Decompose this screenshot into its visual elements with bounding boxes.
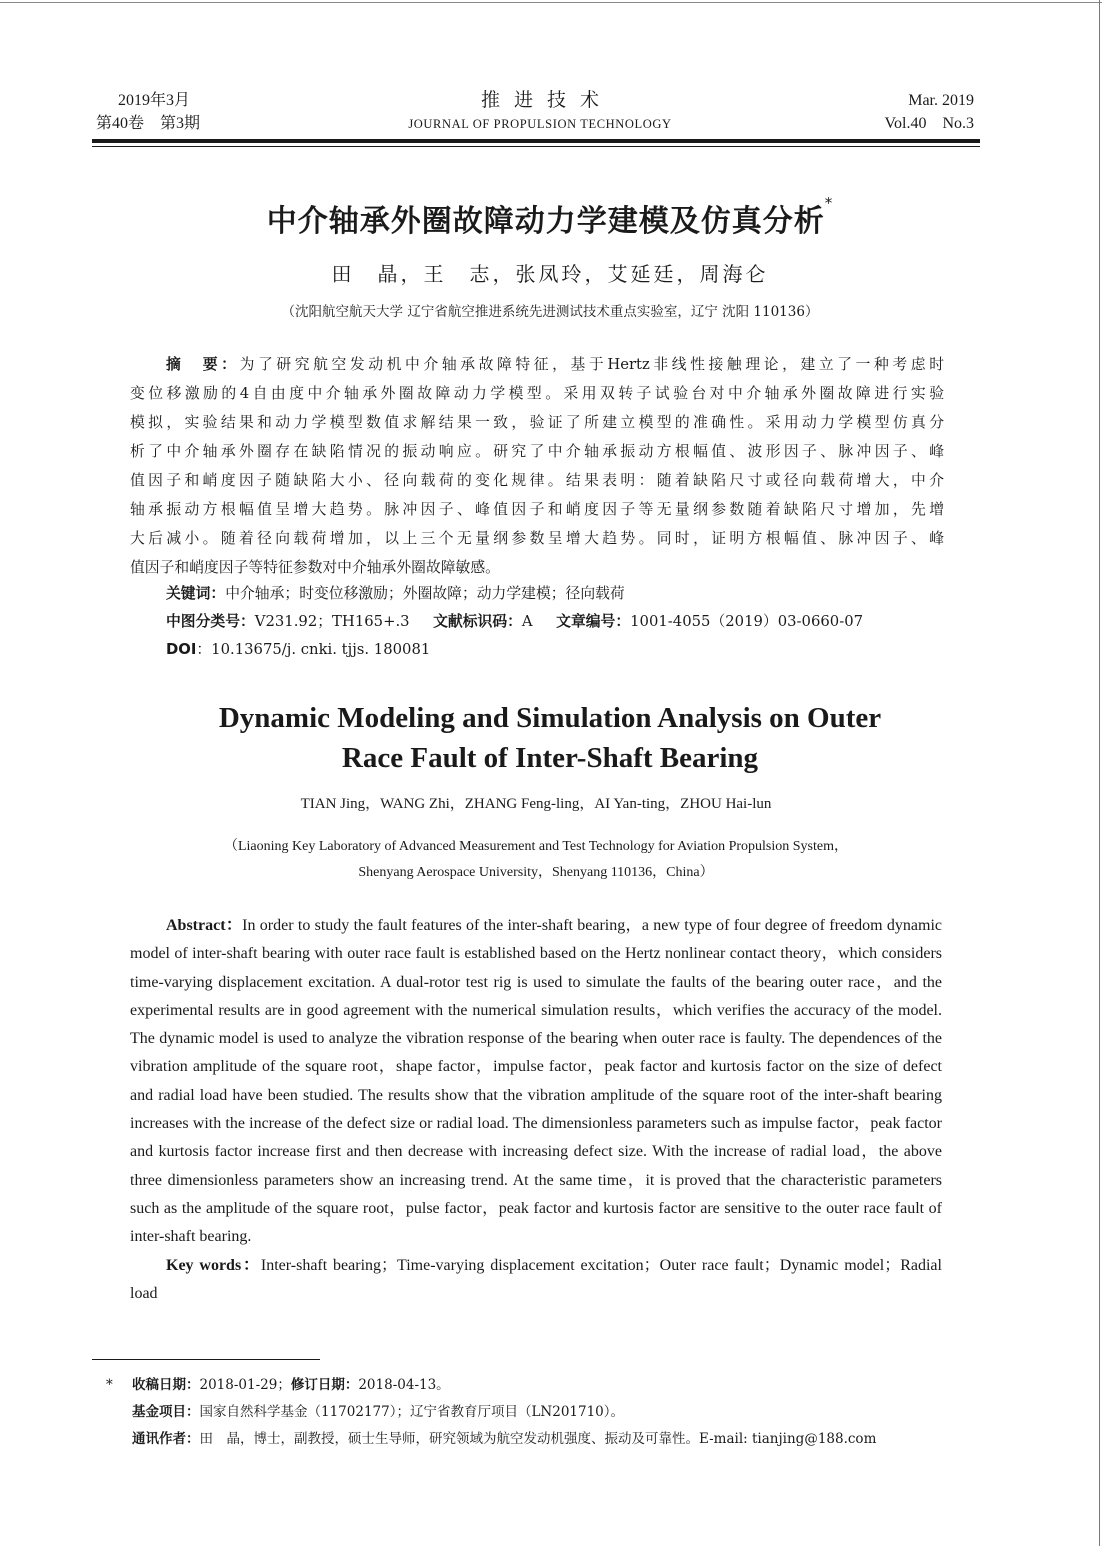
top-border bbox=[0, 2, 1102, 3]
footnote-fund bbox=[106, 1399, 986, 1426]
title-en-line: Dynamic Modeling and Simulation Analysis on Outer bbox=[218, 702, 882, 734]
keywords-en-label: Key words： bbox=[166, 1256, 261, 1274]
keywords-en-text: Inter-shaft bearing；Time-varying displacement excitation；Outer race fault；Dynamic model；Radial load bbox=[130, 1256, 942, 1302]
abstract-cn-line: 大后减小。随着径向载荷增加，以上三个无量纲参数呈增大趋势。同时，证明方根幅值、脉冲因子、峰 bbox=[130, 530, 944, 547]
authors-en: TIAN Jing，WANG Zhi，ZHANG Feng-ling，AI Yan-ting，ZHOU Hai-lun bbox=[300, 796, 772, 812]
journal-name-cn: 推进技术 bbox=[480, 90, 613, 111]
abstract-cn bbox=[130, 350, 944, 582]
title-footnote-mark: * bbox=[824, 194, 834, 212]
journal-name-en: JOURNAL OF PROPULSION TECHNOLOGY bbox=[408, 117, 672, 131]
footnote-star: * bbox=[106, 1377, 113, 1393]
abstract-en-text: In order to study the fault features of the inter-shaft bearing，a new type of four degree of freedom dynamic model of inter-shaft bearing with outer race fault is established based on the Hertz nonlinear contact theory，which considers time-varying displacement excitation. A dual-rotor test rig is used to simulate the faults of the bearing outer race，and the experimental results are in good agreement with the numerical simulation results，which verifies the accuracy of the model. The dynamic model is used to analyze the vibration response of the bearing when outer race is faulty. The dependences of the vibration amplitude of the square root，shape factor，impulse factor，peak factor and kurtosis factor on the size of defect and radial load have been studied. The results show that the vibration amplitude of the square root of the inter-shaft bearing increases with the increase of the defect size or radial load. The dimensionless parameters such as impulse factor，peak factor and kurtosis factor increase first and then decrease with increasing defect size. With the increase of radial load，the above three dimensionless parameters show an increasing trend. At the same time，it is proved that the characteristic parameters such as the amplitude of the square root，pulse factor，peak factor and kurtosis factor are sensitive to the outer race fault of inter-shaft bearing. bbox=[130, 917, 943, 1246]
footnote bbox=[106, 1372, 986, 1453]
doi-row bbox=[166, 636, 966, 664]
received-label: 收稿日期： bbox=[132, 1377, 200, 1393]
abstract-cn-line: 为了研究航空发动机中介轴承故障特征，基于Hertz非线性接触理论，建立了一种考虑时 bbox=[239, 356, 944, 373]
corresponding-author-label: 通讯作者： bbox=[132, 1431, 200, 1447]
header-rule-thick bbox=[92, 139, 980, 143]
right-border bbox=[1099, 0, 1100, 1546]
header-rule-thin bbox=[92, 146, 980, 147]
doi-value[interactable]: ：10.13675/j. cnki. tjjs. 180081 bbox=[196, 641, 431, 658]
volume-issue-en: Vol.40 No.3 bbox=[884, 115, 974, 132]
keywords-cn-label: 关键词： bbox=[166, 585, 226, 602]
footnote-author bbox=[106, 1426, 986, 1453]
issue-date-block bbox=[96, 89, 200, 135]
fund-label: 基金项目： bbox=[132, 1404, 200, 1420]
affiliation-en-line: （Liaoning Key Laboratory of Advanced Measurement and Test Technology for Aviation Propulsion System， bbox=[223, 839, 849, 854]
abstract-cn-line: 变位移激励的4自由度中介轴承外圈故障动力学模型。采用双转子试验台对中介轴承外圈故障进行实验 bbox=[130, 385, 944, 402]
corresponding-author-value: 田 晶，博士，副教授，硕士生导师，研究领域为航空发动机强度、振动及可靠性。E-mail: tianjing@188.com bbox=[199, 1431, 877, 1447]
issue-date: 2019年3月 bbox=[118, 92, 191, 109]
keywords-cn-text: 中介轴承；时变位移激励；外圈故障；动力学建模；径向载荷 bbox=[225, 585, 625, 602]
abstract-cn-line: 模拟，实验结果和动力学模型数值求解结果一致，验证了所建立模型的准确性。采用动力学模型仿真分 bbox=[130, 414, 944, 431]
received-date: 2018-01-29； bbox=[199, 1377, 291, 1393]
keywords-cn bbox=[166, 580, 966, 608]
authors-cn: 田 晶，王 志，张凤玲，艾延廷，周海仑 bbox=[331, 262, 769, 286]
abstract-cn-label: 摘 要： bbox=[166, 356, 240, 373]
paper-title-en bbox=[100, 698, 1000, 778]
abstract-cn-line: 值因子和峭度因子随缺陷大小、径向载荷的变化规律。结果表明：随着缺陷尺寸或径向载荷增大，中介 bbox=[130, 472, 944, 489]
doi-label: DOI bbox=[166, 641, 197, 658]
footnote-dates bbox=[106, 1372, 986, 1399]
paper-title-cn bbox=[100, 196, 1000, 240]
metadata-cn bbox=[166, 580, 966, 664]
doc-code-label: 文献标识码： bbox=[433, 613, 522, 630]
footnote-rule bbox=[92, 1359, 320, 1360]
revised-label: 修订日期： bbox=[290, 1377, 359, 1393]
article-number-label: 文章编号： bbox=[556, 613, 631, 630]
abstract-cn-line: 值因子和峭度因子等特征参数对中介轴承外圈故障敏感。 bbox=[130, 559, 500, 576]
revised-date: 2018-04-13。 bbox=[358, 1377, 450, 1393]
abstract-cn-line: 轴承振动方根幅值呈增大趋势。脉冲因子、峰值因子和峭度因子等无量纲参数随着缺陷尺寸增加，先增 bbox=[130, 501, 944, 518]
abstract-cn-line: 析了中介轴承外圈存在缺陷情况的振动响应。研究了中介轴承振动方根幅值、波形因子、脉冲因子、峰 bbox=[130, 443, 944, 460]
volume-issue-cn: 第40卷 第3期 bbox=[96, 115, 201, 132]
article-number-value: 1001-4055（2019）03-0660-07 bbox=[630, 613, 864, 630]
issue-date-en: Mar. 2019 bbox=[908, 92, 974, 109]
title-cn-text: 中介轴承外圈故障动力学建模及仿真分析 bbox=[266, 204, 825, 239]
doc-code-value: A bbox=[521, 613, 533, 630]
classification-row bbox=[166, 608, 966, 636]
abstract-en-label: Abstract： bbox=[166, 917, 243, 934]
affiliation-en-line: Shenyang Aerospace University，Shenyang 110136，China） bbox=[358, 865, 714, 880]
title-en-line: Race Fault of Inter-Shaft Bearing bbox=[341, 742, 759, 774]
journal-name-block bbox=[380, 89, 700, 132]
affiliation-cn: （沈阳航空航天大学 辽宁省航空推进系统先进测试技术重点实验室，辽宁 沈阳 110136） bbox=[281, 304, 819, 320]
issue-info-en bbox=[850, 89, 974, 135]
clc-label: 中图分类号： bbox=[166, 613, 255, 630]
abstract-en bbox=[130, 912, 942, 1308]
affiliation-en bbox=[100, 834, 972, 886]
fund-value: 国家自然科学基金（11702177）；辽宁省教育厅项目（LN201710）。 bbox=[199, 1404, 625, 1420]
clc-value: V231.92；TH165+.3 bbox=[254, 613, 410, 630]
